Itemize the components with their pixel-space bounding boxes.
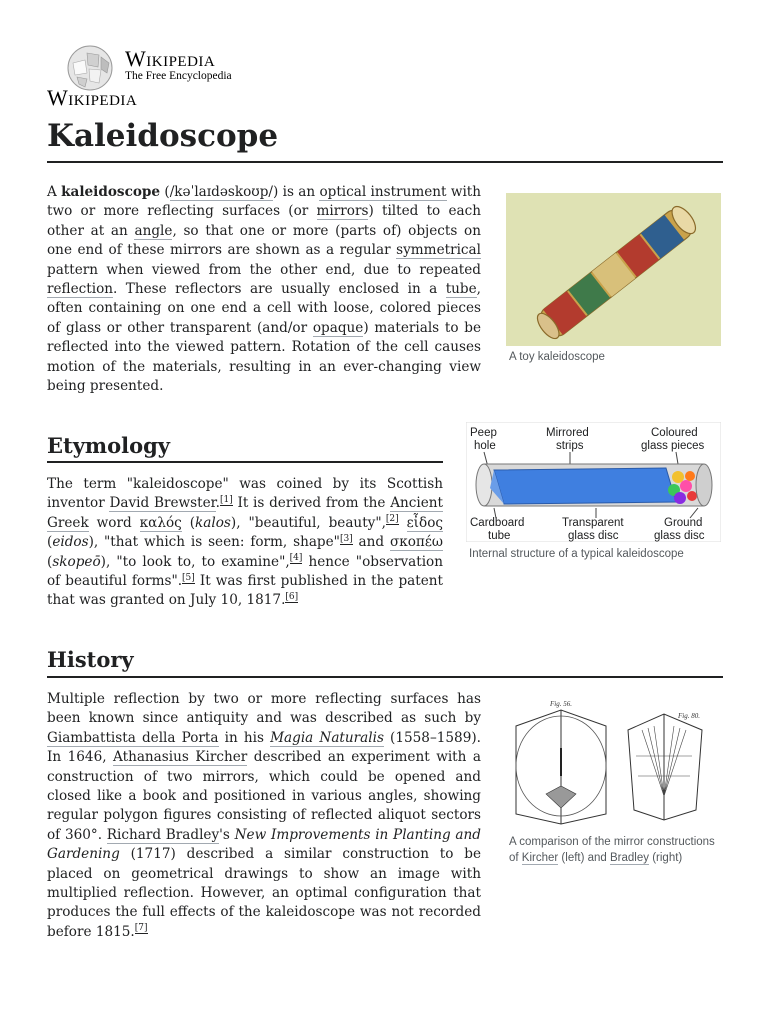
label-glass-disc: glass disc [568, 530, 619, 542]
site-header [47, 40, 347, 110]
link-optical-instrument[interactable]: optical instrument [319, 184, 447, 200]
history-paragraph: Multiple reflection by two or more reflecting surfaces has been known since antiquity and was described as such by Giambattista della Porta in his Magia Naturalis (1558–1589). In 1646, Athanasius Kircher described an experiment with a construction of two mirrors, which could be opened and closed like a book and positioned in various angles, showing regular polygon figures consisting of reflected aliquot sectors of 360°. Richard Bradley's New Improvements in Planting and Gardening (1717) described a similar construction to be placed on geometrical drawings to show an image with multiplied reflection. However, an optimal configuration that produces the full effects of the kaleidoscope was not recorded before 1815.[7] [47, 691, 481, 940]
toy-kaleidoscope-image[interactable] [506, 193, 721, 346]
label-cardboard: Cardboard [470, 517, 525, 529]
link-angle[interactable]: angle [134, 222, 173, 239]
link-athanasius-kircher[interactable]: Athanasius Kircher [113, 749, 248, 766]
structure-caption: Internal structure of a typical kaleidoscope [469, 548, 684, 560]
ref-1[interactable]: [1] [219, 494, 233, 505]
link-tube[interactable]: tube [445, 281, 477, 298]
heading-etymology: Etymology [47, 433, 171, 458]
page-title: Kaleidoscope [47, 118, 279, 154]
label-mirrored: Mirrored [546, 427, 589, 439]
tagline: The Free Encyclopedia [125, 70, 232, 82]
caption-link-kircher[interactable]: Kircher [521, 852, 559, 864]
label-peep: Peep [470, 427, 497, 439]
wordmark-secondary: Wikipedia [47, 85, 138, 110]
etymology-divider [47, 461, 443, 463]
link-reflection[interactable]: reflection [47, 281, 114, 298]
link-ancient-greek[interactable]: Ancient Greek [47, 495, 443, 531]
label-glass-pieces: glass pieces [641, 440, 705, 452]
history-divider [47, 676, 723, 678]
ipa-link[interactable]: /kəˈlaɪdəskoʊp/ [169, 184, 273, 200]
ref-5[interactable]: [5] [182, 572, 195, 583]
intro-paragraph: A kaleidoscope (/kəˈlaɪdəskoʊp/) is an optical instrument with two or more reflecting surfaces (or mirrors) tilted to each other at an angle, so that one or more (parts of) objects on one end of these mirrors are shown as a regular symmetrical pattern when viewed from the other end, due to repeated reflection. These reflectors are usually enclosed in a tube, often containing on one end a cell with loose, colored pieces of glass or other transparent (and/or opaque) materials to be reflected into the viewed pattern. Rotation of the cell causes motion of the materials, resulting in an ever-changing view being presented. [47, 184, 482, 395]
ref-7[interactable]: [7] [134, 923, 148, 934]
label-ground: Ground [664, 517, 703, 529]
label-strips: strips [556, 440, 584, 452]
ref-6[interactable]: [6] [285, 591, 299, 602]
label-ground-glass-disc: glass disc [654, 530, 705, 542]
label-tube: tube [488, 530, 511, 542]
link-opaque[interactable]: opaque [312, 319, 364, 336]
title-divider [47, 161, 723, 163]
link-symmetrical[interactable]: symmetrical [396, 242, 481, 259]
fig-label-right: Fig. 80. [678, 712, 700, 720]
mirror-caption: A comparison of the mirror constructions of Kircher (left) and Bradley (right) [509, 836, 715, 864]
toy-caption: A toy kaleidoscope [509, 351, 605, 363]
link-richard-bradley[interactable]: Richard Bradley [106, 826, 220, 843]
link-david-brewster[interactable]: David Brewster [109, 495, 216, 512]
book-title: New Improvements in Planting and Gardening [47, 826, 481, 863]
link-magia-naturalis[interactable]: Magia Naturalis [270, 729, 384, 746]
ref-2[interactable]: [2] [385, 514, 399, 525]
link-mirrors[interactable]: mirrors [316, 203, 369, 220]
fig-label-left: Fig. 56. [550, 700, 572, 708]
internal-structure-diagram[interactable] [466, 422, 721, 542]
term-kaleidoscope: kaleidoscope [61, 184, 161, 200]
caption-link-bradley[interactable]: Bradley [610, 852, 650, 864]
link-giambattista-della-porta[interactable]: Giambattista della Porta [47, 729, 219, 746]
ref-3[interactable]: [3] [339, 533, 353, 544]
ref-4[interactable]: [4] [289, 553, 303, 564]
link-eidos-greek[interactable]: εἶδος [406, 514, 443, 531]
link-skopeo-greek[interactable]: σκοπέω [389, 534, 443, 551]
link-kalos-greek[interactable]: καλός [139, 514, 182, 531]
etymology-paragraph: The term "kaleidoscope" was coined by its Scottish inventor David Brewster.[1] It is derived from the Ancient Greek word καλός (kalos), "beautiful, beauty",[2] εἶδος (eidos), "that which is seen: form, shape"[3] and σκοπέω (skopeō), "to look to, to examine",[4] hence "observation of beautiful forms".[5] It was first published in the patent that was granted on July 10, 1817.[6] [47, 476, 444, 609]
label-transparent: Transparent [562, 517, 624, 529]
wordmark: Wikipedia [125, 46, 216, 71]
label-hole: hole [474, 440, 496, 452]
mirror-comparison-image[interactable] [506, 696, 721, 829]
heading-history: History [47, 647, 134, 672]
label-coloured: Coloured [651, 427, 698, 439]
